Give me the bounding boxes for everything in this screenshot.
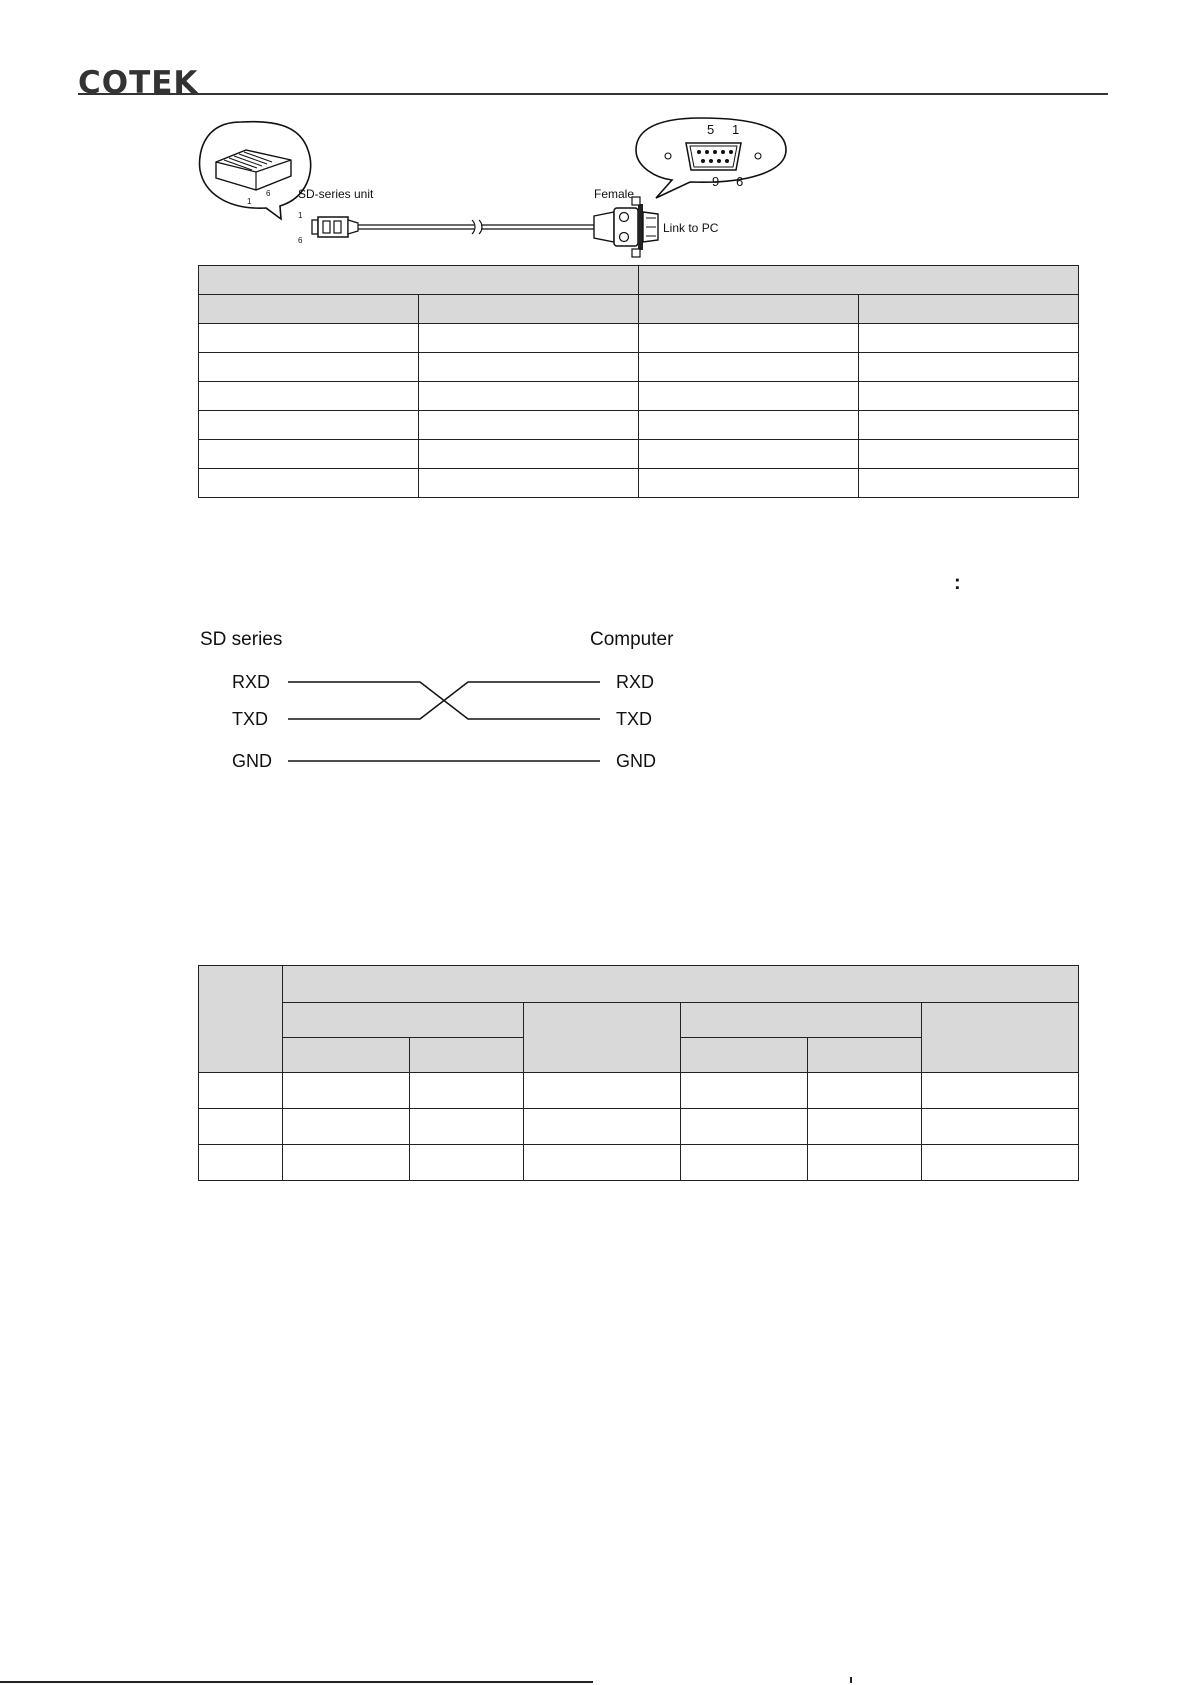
pin-table-cell: [199, 440, 419, 469]
spec-table-subheader: [681, 1038, 808, 1073]
spec-table-group-header: [922, 1003, 1079, 1073]
pin-table-cell: [199, 353, 419, 382]
rj-pin-6-label: 6: [266, 189, 271, 198]
spec-table-cell: [410, 1145, 524, 1181]
pin-table-cell: [419, 440, 639, 469]
pin-table-cell: [859, 411, 1079, 440]
left-signal-gnd: GND: [232, 751, 272, 771]
spec-table-subheader: [410, 1038, 524, 1073]
spec-table-cell: [922, 1145, 1079, 1181]
spec-table-cell: [283, 1145, 410, 1181]
spec-table-cell: [199, 1145, 283, 1181]
wiring-lines: [288, 682, 600, 761]
spec-table-group-header: [283, 1003, 524, 1038]
pin-table-header-left: [199, 266, 639, 295]
left-signal-rxd: RXD: [232, 672, 271, 692]
spec-table: [198, 965, 1079, 1181]
spec-table-top-header: [283, 966, 1079, 1003]
spec-table-cell: [410, 1073, 524, 1109]
table-row: [199, 440, 1079, 469]
spec-table-cell: [283, 1109, 410, 1145]
pin-table-cell: [199, 469, 419, 498]
pin-table-cell: [199, 411, 419, 440]
table-row: [199, 1145, 1079, 1181]
spec-table-cell: [922, 1109, 1079, 1145]
db9-pin-9-label: 9: [712, 174, 720, 189]
pin-table-cell: [419, 324, 639, 353]
pin-assignment-table: [198, 265, 1079, 498]
unit-connector-icon: [312, 217, 358, 237]
spec-table-cell: [808, 1073, 922, 1109]
spec-table-cell: [681, 1073, 808, 1109]
table-row: [199, 1073, 1079, 1109]
pin-table-cell: [639, 440, 859, 469]
pin-table-subheader: [419, 295, 639, 324]
pin-table-header-right: [639, 266, 1079, 295]
db9-pin-5-label: 5: [707, 122, 715, 137]
logo-text: COTEK: [78, 65, 199, 98]
table-row: [199, 469, 1079, 498]
db9-pin-1-label: 1: [732, 122, 740, 137]
table-row: [199, 324, 1079, 353]
rj-pin-1-label: 1: [247, 197, 252, 206]
pin-table-cell: [199, 382, 419, 411]
spec-table-corner-header: [199, 966, 283, 1073]
pin-table-cell: [639, 353, 859, 382]
wire-txd-to-rxd: [288, 682, 600, 719]
db9-pin-6-label: 6: [736, 174, 744, 189]
unit-label: SD-series unit: [298, 187, 374, 201]
cable-line: [358, 220, 594, 234]
pin-table-cell: [639, 382, 859, 411]
rs232-wiring-diagram: [198, 622, 718, 782]
colon-mark: :: [954, 572, 961, 594]
spec-table-cell: [199, 1073, 283, 1109]
pin-table-cell: [639, 324, 859, 353]
spec-table-cell: [524, 1145, 681, 1181]
link-label: Link to PC: [663, 221, 719, 235]
pin-table-subheader: [639, 295, 859, 324]
spec-table-subheader: [808, 1038, 922, 1073]
db9-connector-icon: [594, 197, 658, 257]
wiring-left-title: SD series: [200, 629, 283, 650]
header-rule: [78, 93, 1108, 95]
pin-table-cell: [859, 382, 1079, 411]
spec-table-cell: [808, 1109, 922, 1145]
right-signal-rxd: RXD: [616, 672, 655, 692]
wiring-right-title: Computer: [590, 629, 674, 650]
pin-table-cell: [859, 353, 1079, 382]
spec-table-cell: [283, 1073, 410, 1109]
right-signal-txd: TXD: [616, 709, 652, 729]
spec-table-cell: [922, 1073, 1079, 1109]
table-row: [199, 411, 1079, 440]
pin-table-cell: [639, 411, 859, 440]
spec-table-subheader: [283, 1038, 410, 1073]
left-signal-txd: TXD: [232, 709, 268, 729]
spec-table-cell: [524, 1109, 681, 1145]
pin-table-subheader: [199, 295, 419, 324]
pin-table-cell: [639, 469, 859, 498]
spec-table-cell: [681, 1145, 808, 1181]
pin-table-cell: [859, 324, 1079, 353]
spec-table-group-header: [524, 1003, 681, 1073]
spec-table-cell: [199, 1109, 283, 1145]
unit-pin-1-label: 1: [298, 211, 303, 220]
table-row: [199, 353, 1079, 382]
table-row: [199, 382, 1079, 411]
spec-table-cell: [681, 1109, 808, 1145]
pin-table-subheader: [859, 295, 1079, 324]
pin-table-cell: [859, 469, 1079, 498]
right-signal-gnd: GND: [616, 751, 656, 771]
spec-table-cell: [524, 1073, 681, 1109]
pin-table-cell: [419, 353, 639, 382]
cable-connection-figure: [196, 112, 796, 258]
pin-table-cell: [419, 469, 639, 498]
table-row: [199, 1109, 1079, 1145]
unit-pin-6-label: 6: [298, 236, 303, 245]
pin-table-cell: [859, 440, 1079, 469]
spec-table-cell: [410, 1109, 524, 1145]
pin-table-cell: [199, 324, 419, 353]
pin-table-cell: [419, 411, 639, 440]
footer-rule: [0, 1681, 593, 1683]
pin-table-cell: [419, 382, 639, 411]
spec-table-cell: [808, 1145, 922, 1181]
footer-tick: [850, 1677, 852, 1683]
spec-table-group-header: [681, 1003, 922, 1038]
gender-label: Female: [594, 187, 635, 201]
